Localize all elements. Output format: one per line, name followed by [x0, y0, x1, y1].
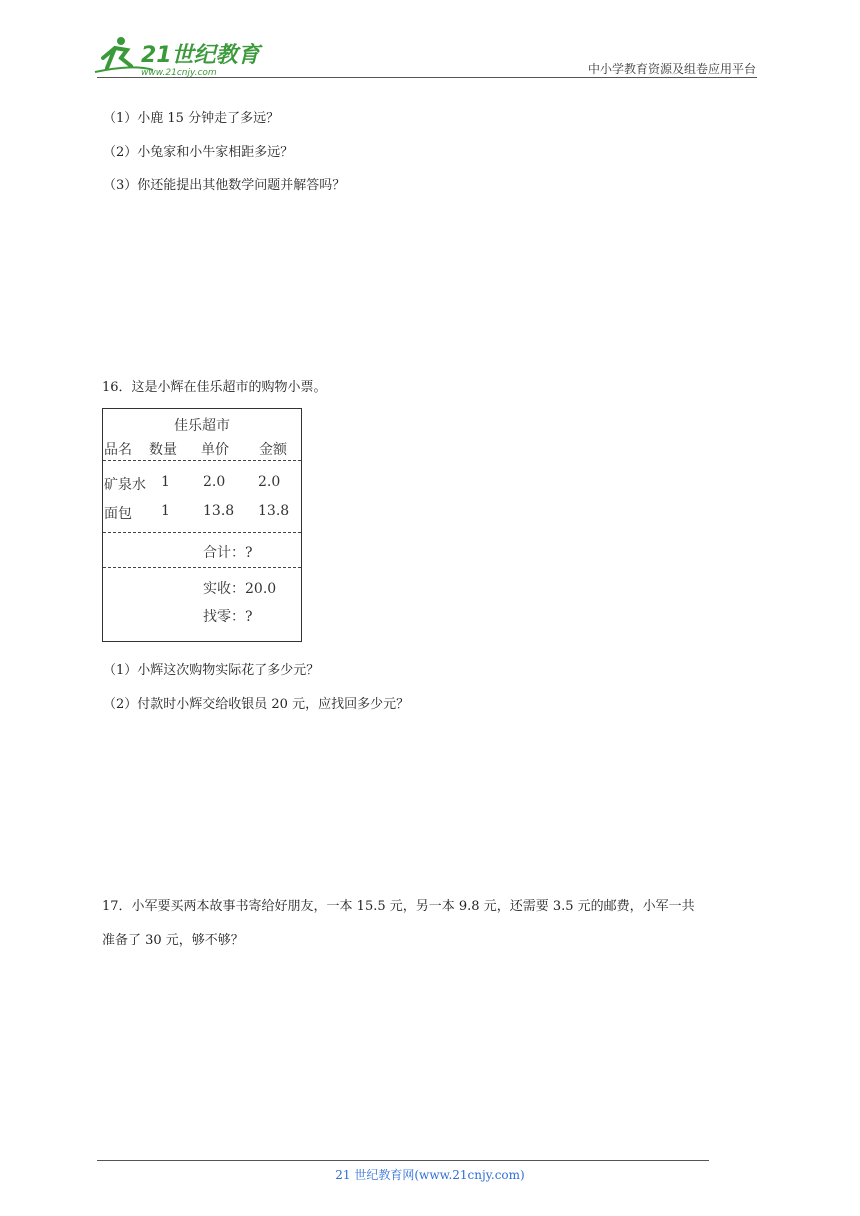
- q16-sub1: （1）小辉这次购物实际花了多少元？: [103, 663, 320, 678]
- receipt-item-qty: 1: [161, 503, 170, 519]
- footer-divider: [97, 1160, 709, 1161]
- receipt-item-price: 13.8: [203, 503, 235, 519]
- receipt-divider: [103, 460, 301, 461]
- q16-text: 16．这是小辉在佳乐超市的购物小票。: [102, 380, 327, 395]
- receipt-item-name: 矿泉水: [104, 477, 146, 493]
- q16-sub2: （2）付款时小辉交给收银员 20 元，应找回多少元？: [103, 697, 410, 712]
- receipt-item-name: 面包: [104, 506, 132, 522]
- receipt-item-amount: 2.0: [258, 474, 281, 490]
- logo-title: 21世纪教育: [141, 43, 260, 68]
- header-platform-text: 中小学教育资源及组卷应用平台: [587, 62, 756, 76]
- receipt-change: 找零：?: [203, 609, 253, 625]
- q17-line2: 准备了 30 元，够不够？: [102, 933, 244, 948]
- receipt-header-price: 单价: [201, 442, 229, 458]
- receipt-title: 佳乐超市: [174, 418, 230, 434]
- q15-sub2: （2）小兔家和小牛家相距多远？: [103, 145, 294, 160]
- receipt-item-amount: 13.8: [258, 503, 290, 519]
- receipt-image: [102, 408, 302, 642]
- receipt-item-price: 2.0: [203, 474, 226, 490]
- receipt-header-qty: 数量: [149, 442, 177, 458]
- site-logo: [93, 34, 263, 78]
- receipt-paid: 实收：20.0: [203, 581, 277, 597]
- receipt-divider: [103, 567, 301, 568]
- page-header: [0, 0, 860, 90]
- header-divider: [97, 77, 757, 78]
- logo-url: www.21cnjy.com: [141, 68, 217, 78]
- receipt-header-amount: 金额: [259, 442, 287, 458]
- q15-sub3: （3）你还能提出其他数学问题并解答吗？: [103, 178, 346, 193]
- q15-sub1: （1）小鹿 15 分钟走了多远？: [103, 111, 280, 126]
- receipt-item-qty: 1: [161, 474, 170, 490]
- receipt-header-name: 品名: [104, 442, 132, 458]
- q17-line1: 17．小军要买两本故事书寄给好朋友，一本 15.5 元，另一本 9.8 元，还需要 3.5 元的邮费，小军一共: [102, 899, 695, 914]
- receipt-total: 合计：?: [203, 545, 253, 561]
- footer-text: 21 世纪教育网(www.21cnjy.com): [335, 1168, 525, 1182]
- receipt-divider: [103, 532, 301, 533]
